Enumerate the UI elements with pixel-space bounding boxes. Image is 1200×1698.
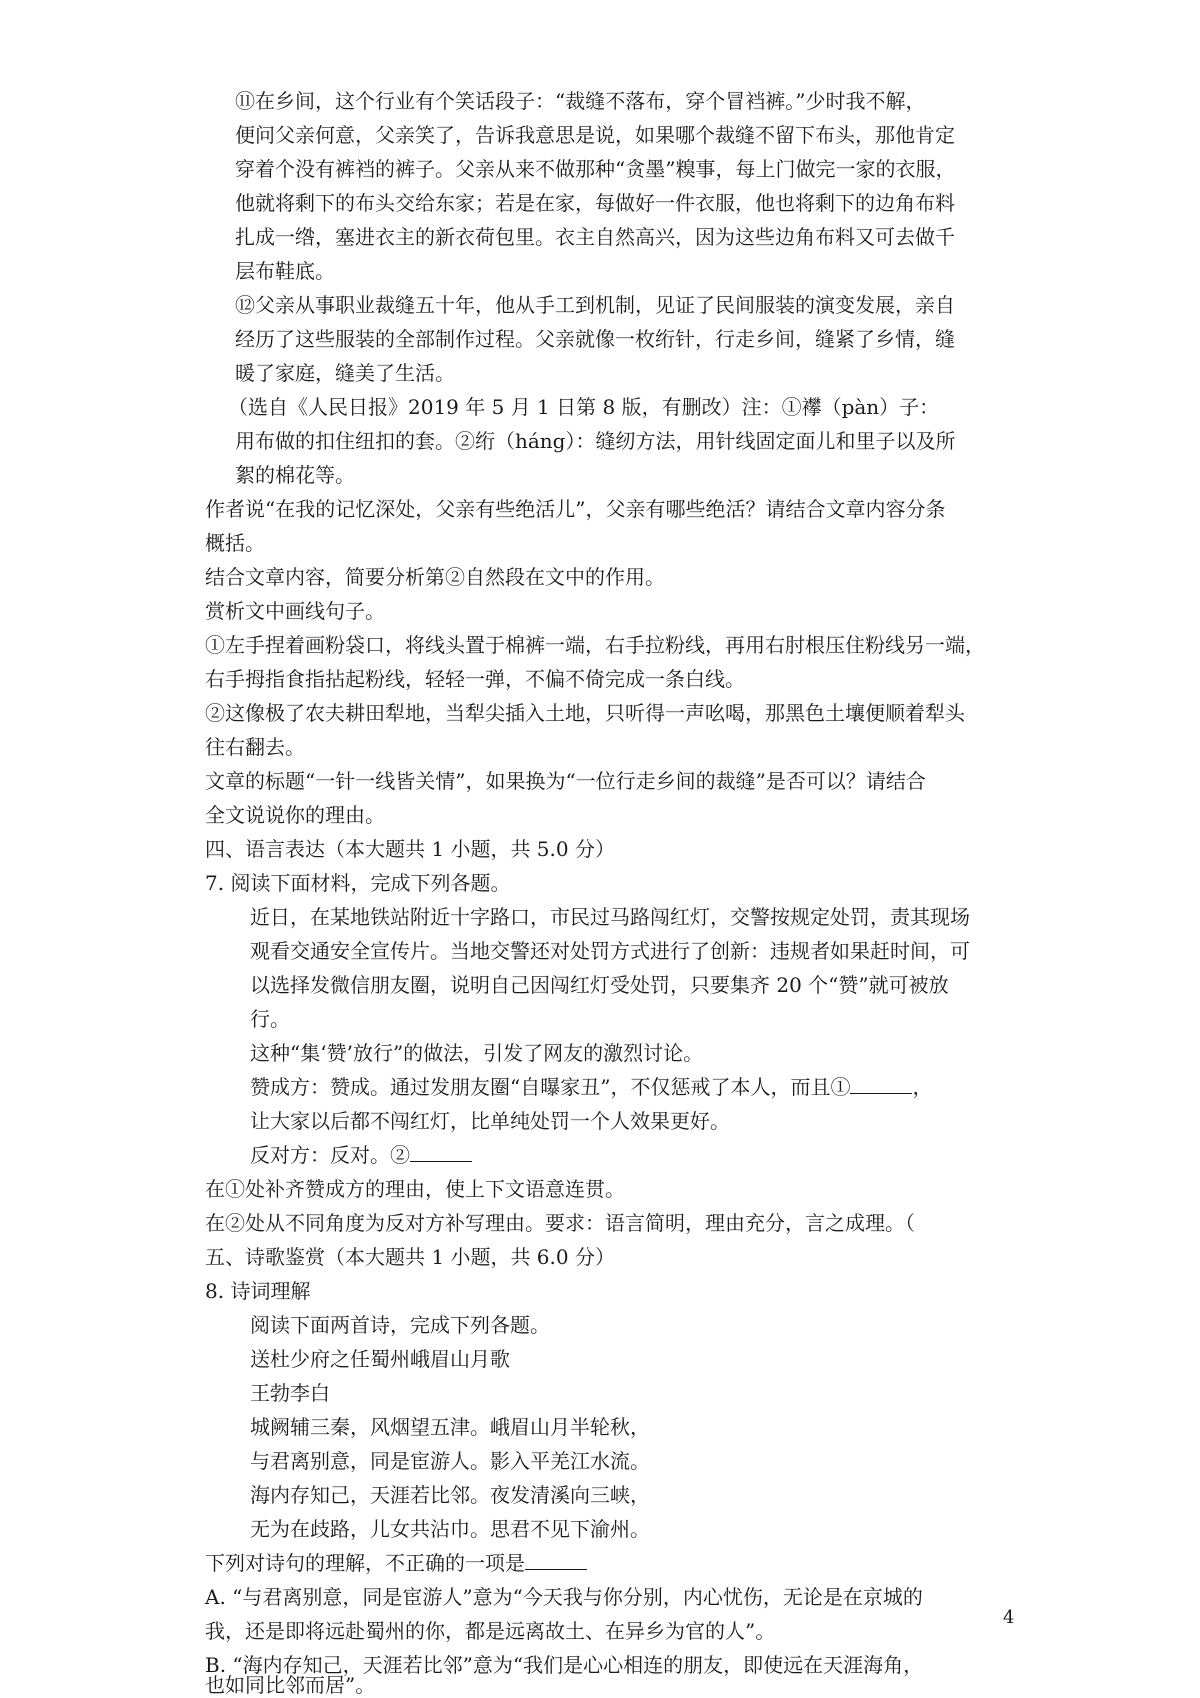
text: 往右翻去。: [205, 735, 305, 759]
paragraph-12-line: [235, 288, 955, 322]
question-line: [205, 1206, 915, 1240]
text: 阅读下面两首诗，完成下列各题。: [250, 1313, 550, 1337]
text: 作者说“在我的记忆深处，父亲有些绝活儿”，父亲有哪些绝活？请结合文章内容分条: [205, 497, 946, 521]
text: 与君离别意，同是宦游人。影入平羌江水流。: [250, 1449, 650, 1473]
text: 赏析文中画线句子。: [205, 599, 385, 623]
text: 在②处从不同角度为反对方补写理由。要求：语言简明，理由充分，言之成理。（: [205, 1211, 915, 1235]
text: 暖了家庭，缝美了生活。: [235, 361, 455, 385]
question-number-line: [205, 1274, 310, 1308]
option-b-line: [205, 1672, 375, 1698]
source-note-line: [228, 390, 939, 424]
poem-line: [250, 1512, 650, 1546]
section-heading: [205, 832, 615, 866]
question-line: [205, 492, 945, 526]
text: 无为在歧路，儿女共沾巾。思君不见下渝州。: [250, 1517, 650, 1541]
text: 近日，在某地铁站附近十字路口，市民过马路闯红灯，交警按规定处罚，责其现场: [250, 905, 970, 929]
text: 结合文章内容，简要分析第②自然段在文中的作用。: [205, 565, 665, 589]
question-line: [205, 526, 265, 560]
text: 概括。: [205, 531, 265, 555]
text: 让大家以后都不闯红灯，比单纯处罚一个人效果更好。: [250, 1109, 730, 1133]
quoted-sentence-line: [205, 662, 745, 696]
text: ，: [912, 1075, 933, 1099]
text: 这种“集‘赞’放行”的做法，引发了网友的激烈讨论。: [250, 1041, 704, 1065]
question-line: [205, 764, 926, 798]
poem-line: [250, 1410, 650, 1444]
text: 也如同比邻而居”。: [205, 1673, 376, 1697]
paragraph-11-line: [235, 84, 925, 118]
quoted-sentence-line: [205, 696, 965, 730]
question-line-with-blank: [205, 1546, 587, 1580]
material-line: [250, 968, 949, 1002]
text: ①左手捏着画粉袋口，将线头置于棉裤一端，右手拉粉线，再用右肘根压住粉线另一端，: [205, 633, 985, 657]
question-line: [205, 1172, 625, 1206]
material-line: [250, 934, 970, 968]
quoted-sentence-line: [205, 730, 305, 764]
poem-line: [250, 1444, 650, 1478]
text: ⑪在乡间，这个行业有个笑话段子：“裁缝不落布，穿个冒裆裤。”少时我不解，: [235, 89, 926, 113]
quoted-sentence-line: [205, 628, 985, 662]
text: 用布做的扣住纽扣的套。②绗（háng）：缝纫方法，用针线固定面儿和里子以及所: [235, 429, 956, 453]
text: 在①处补齐赞成方的理由，使上下文语意连贯。: [205, 1177, 625, 1201]
question-line: [205, 798, 385, 832]
material-line: [250, 1104, 730, 1138]
paragraph-11-line: [235, 118, 955, 152]
poem-line: [250, 1308, 550, 1342]
text: B. “海内存知己，天涯若比邻”意为“我们是心心相连的朋友，即使远在天涯海角，: [205, 1653, 924, 1677]
text: 以选择发微信朋友圈，说明自己因闯红灯受处罚，只要集齐 20 个“赞”就可被放: [250, 973, 949, 997]
text: （选自《人民日报》2019 年 5 月 1 日第 8 版，有删改）注：①襻（pàn）子：: [228, 395, 940, 419]
poem-title-line: [250, 1342, 510, 1376]
section-heading: [205, 1240, 615, 1274]
paragraph-11-line: [235, 220, 955, 254]
page-number: 4: [1003, 1607, 1015, 1628]
paragraph-11-line: [235, 186, 955, 220]
text: 城阙辅三秦，风烟望五津。峨眉山月半轮秋，: [250, 1415, 650, 1439]
text: 文章的标题“一针一线皆关情”，如果换为“一位行走乡间的裁缝”是否可以？请结合: [205, 769, 926, 793]
text: 送杜少府之任蜀州峨眉山月歌: [250, 1347, 510, 1371]
text: 穿着个没有裤裆的裤子。父亲从来不做那种“贪墨”糗事，每上门做完一家的衣服，: [235, 157, 956, 181]
text: ⑫父亲从事职业裁缝五十年，他从手工到机制，见证了民间服装的演变发展，亲自: [235, 293, 955, 317]
text: 8. 诗词理解: [205, 1279, 311, 1303]
text: 反对方：反对。②: [250, 1143, 410, 1167]
material-line: [250, 1036, 703, 1070]
material-line-with-blank: [250, 1070, 932, 1104]
text: 赞成方：赞成。通过发朋友圈“自曝家丑”，不仅惩戒了本人，而且①: [250, 1075, 851, 1099]
text: 右手拇指食指拈起粉线，轻轻一弹，不偏不倚完成一条白线。: [205, 667, 745, 691]
text: 海内存知己，天涯若比邻。夜发清溪向三峡，: [250, 1483, 650, 1507]
answer-blank-2[interactable]: [410, 1139, 472, 1162]
material-line: [250, 1002, 290, 1036]
answer-blank-3[interactable]: [525, 1547, 587, 1570]
text: 下列对诗句的理解，不正确的一项是: [205, 1551, 525, 1575]
text: 四、语言表达（本大题共 1 小题，共 5.0 分）: [205, 837, 615, 861]
text: 他就将剩下的布头交给东家；若是在家，每做好一件衣服，他也将剩下的边角布料: [235, 191, 955, 215]
paragraph-12-line: [235, 356, 455, 390]
text: 我，还是即将远赴蜀州的你，都是远离故土、在异乡为官的人”。: [205, 1619, 776, 1643]
option-a-line: [205, 1580, 923, 1614]
text: 扎成一绺，塞进衣主的新衣荷包里。衣主自然高兴，因为这些边角布料又可去做千: [235, 225, 955, 249]
poem-line: [250, 1478, 650, 1512]
source-note-line: [235, 424, 956, 458]
material-line-with-blank: [250, 1138, 472, 1172]
paragraph-11-line: [235, 152, 955, 186]
text: 五、诗歌鉴赏（本大题共 1 小题，共 6.0 分）: [205, 1245, 615, 1269]
paragraph-11-line: [235, 254, 335, 288]
question-line: [205, 560, 665, 594]
answer-blank-1[interactable]: [850, 1071, 912, 1094]
text: A. “与君离别意，同是宦游人”意为“今天我与你分别，内心忧伤，无论是在京城的: [205, 1585, 923, 1609]
text: 絮的棉花等。: [235, 463, 355, 487]
poem-author-line: [250, 1376, 330, 1410]
text: 观看交通安全宣传片。当地交警还对处罚方式进行了创新：违规者如果赶时间，可: [250, 939, 970, 963]
material-line: [250, 900, 970, 934]
text: 全文说说你的理由。: [205, 803, 385, 827]
text: 经历了这些服装的全部制作过程。父亲就像一枚绗针，行走乡间，缝紧了乡情，缝: [235, 327, 955, 351]
text: 层布鞋底。: [235, 259, 335, 283]
option-a-line: [205, 1614, 775, 1648]
text: 行。: [250, 1007, 290, 1031]
paragraph-12-line: [235, 322, 955, 356]
text: ②这像极了农夫耕田犁地，当犁尖插入土地，只听得一声吆喝，那黑色土壤便顺着犁头: [205, 701, 965, 725]
text: 7. 阅读下面材料，完成下列各题。: [205, 871, 511, 895]
text: 便问父亲何意，父亲笑了，告诉我意思是说，如果哪个裁缝不留下布头，那他肯定: [235, 123, 955, 147]
text: 王勃李白: [250, 1381, 330, 1405]
question-line: [205, 594, 385, 628]
source-note-line: [235, 458, 355, 492]
question-number-line: [205, 866, 510, 900]
